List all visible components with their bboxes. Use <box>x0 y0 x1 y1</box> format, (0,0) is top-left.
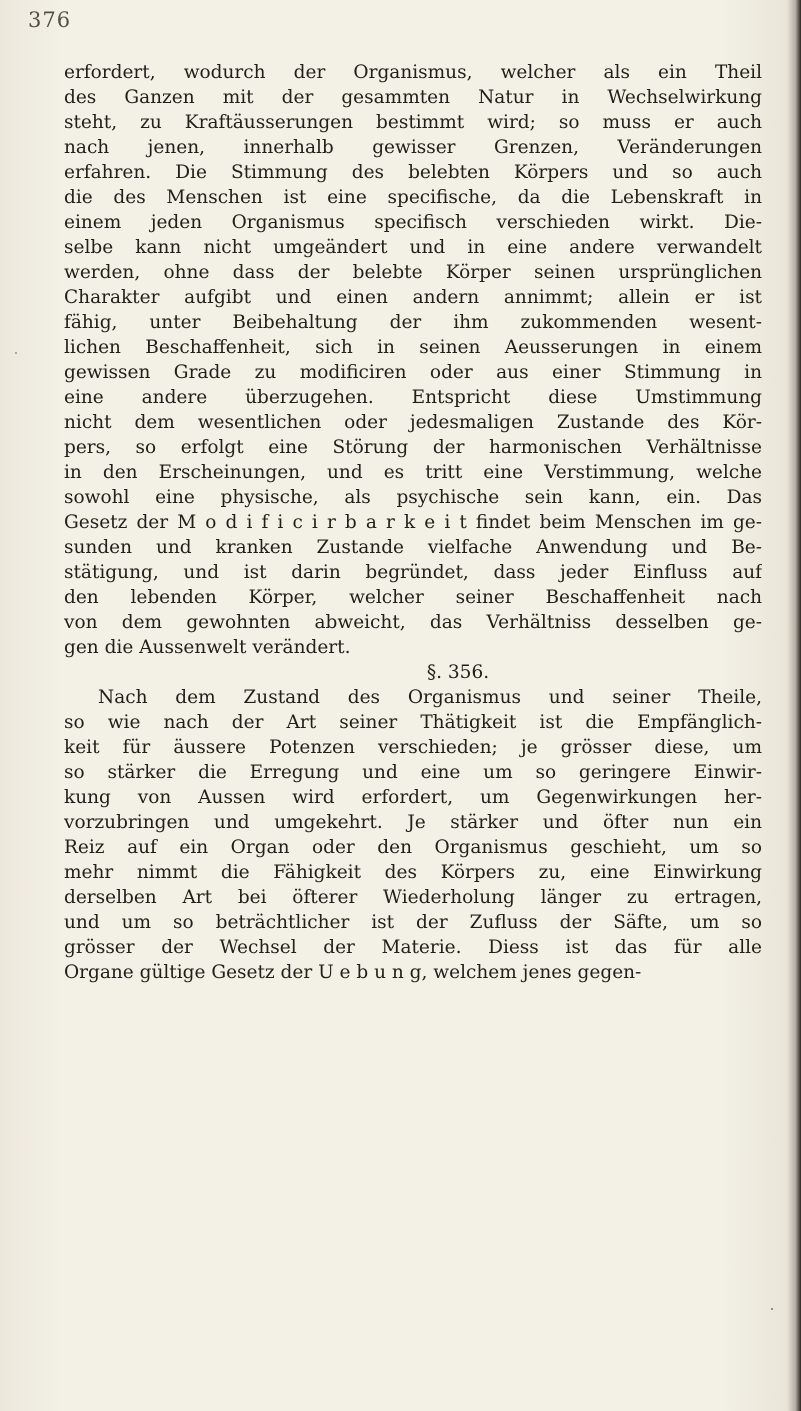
text-line: von dem gewohnten abweicht, das Verhältniss desselben ge- <box>64 612 762 633</box>
text-line: nicht dem wesentlichen oder jedesmaligen Zustande des Kör- <box>64 412 762 433</box>
text-line: so wie nach der Art seiner Thätigkeit ist die Empfänglich- <box>64 712 762 733</box>
text-line: Reiz auf ein Organ oder den Organismus geschieht, um so <box>64 837 762 858</box>
section-heading: §. 356. <box>426 662 490 683</box>
text-line: die des Menschen ist eine specifische, da die Lebenskraft in <box>64 187 762 208</box>
body-text <box>64 60 762 985</box>
text-line: in den Erscheinungen, und es tritt eine Verstimmung, welche <box>64 462 762 483</box>
text-line: eine andere überzugehen. Entspricht diese Umstimmung <box>64 387 762 408</box>
text-line: erfahren. Die Stimmung des belebten Körpers und so auch <box>64 162 762 183</box>
text-line: mehr nimmt die Fähigkeit des Körpers zu, eine Einwirkung <box>64 862 762 883</box>
text-line: selbe kann nicht umgeändert und in eine andere verwandelt <box>64 237 762 258</box>
text-line: pers, so erfolgt eine Störung der harmonischen Verhältnisse <box>64 437 762 458</box>
text-line: nach jenen, innerhalb gewisser Grenzen, Veränderungen <box>64 137 762 158</box>
paper-speck <box>15 352 17 354</box>
text-line: einem jeden Organismus specifisch verschieden wirkt. Die- <box>64 212 762 233</box>
text-line: erfordert, wodurch der Organismus, welcher als ein Theil <box>64 62 762 83</box>
text-line: Gesetz der M o d i f i c i r b a r k e i t findet beim Menschen im ge- <box>64 512 762 533</box>
binding-edge-shadow <box>787 0 801 1411</box>
text-line: lichen Beschaffenheit, sich in seinen Aeusserungen in einem <box>64 337 762 358</box>
page-number: 376 <box>28 8 72 32</box>
text-line: sowohl eine physische, als psychische sein kann, ein. Das <box>64 487 762 508</box>
text-line: fähig, unter Beibehaltung der ihm zukommenden wesent- <box>64 312 762 333</box>
text-line: grösser der Wechsel der Materie. Diess ist das für alle <box>64 937 762 958</box>
text-line: den lebenden Körper, welcher seiner Beschaffenheit nach <box>64 587 762 608</box>
paper-speck <box>771 1308 773 1310</box>
text-line: sunden und kranken Zustande vielfache Anwendung und Be- <box>64 537 762 558</box>
text-line: derselben Art bei öfterer Wiederholung länger zu ertragen, <box>64 887 762 908</box>
text-line: kung von Aussen wird erfordert, um Gegenwirkungen her- <box>64 787 762 808</box>
text-line: gen die Aussenwelt verändert. <box>64 637 351 658</box>
text-line: und um so beträchtlicher ist der Zufluss der Säfte, um so <box>64 912 762 933</box>
text-line: keit für äussere Potenzen verschieden; je grösser diese, um <box>64 737 762 758</box>
text-line: vorzubringen und umgekehrt. Je stärker und öfter nun ein <box>64 812 762 833</box>
text-line: Nach dem Zustand des Organismus und seiner Theile, <box>98 687 762 708</box>
text-line: werden, ohne dass der belebte Körper seinen ursprünglichen <box>64 262 762 283</box>
text-line: des Ganzen mit der gesammten Natur in Wechselwirkung <box>64 87 762 108</box>
text-line: Charakter aufgibt und einen andern annimmt; allein er ist <box>64 287 762 308</box>
text-line: Organe gültige Gesetz der U e b u n g, welchem jenes gegen- <box>64 962 642 983</box>
text-line: steht, zu Kraftäusserungen bestimmt wird; so muss er auch <box>64 112 762 133</box>
text-line: gewissen Grade zu modificiren oder aus einer Stimmung in <box>64 362 762 383</box>
text-line: stätigung, und ist darin begründet, dass jeder Einfluss auf <box>64 562 762 583</box>
paragraph-2 <box>64 685 762 985</box>
paragraph-1 <box>64 60 762 660</box>
text-line: so stärker die Erregung und eine um so geringere Einwir- <box>64 762 762 783</box>
